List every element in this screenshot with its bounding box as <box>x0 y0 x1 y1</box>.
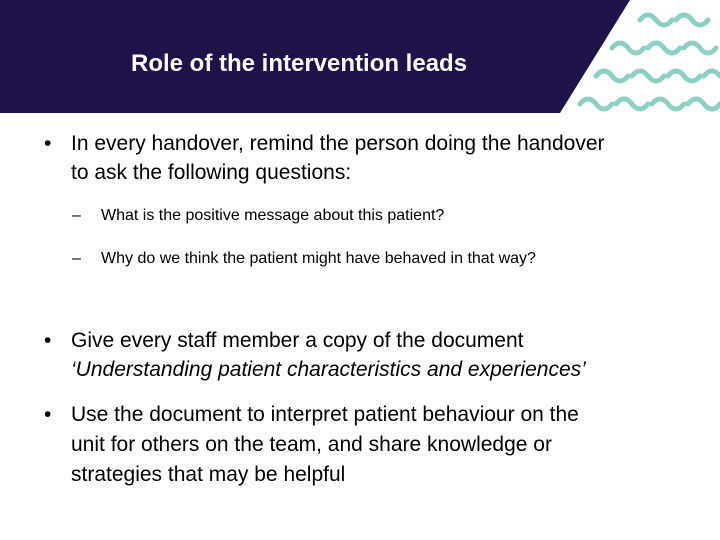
bullet-marker: • <box>44 132 52 155</box>
bullet-text-line: to ask the following questions: <box>71 161 352 184</box>
bullet-marker: • <box>44 403 52 426</box>
bullet-marker: • <box>44 329 52 352</box>
page-title: Role of the intervention leads <box>131 50 468 77</box>
sub-bullet-marker: – <box>72 250 81 267</box>
sub-bullet-text: Why do we think the patient might have behaved in that way? <box>101 250 536 267</box>
document-title-text: ‘Understanding patient characteristics and experiences’ <box>71 358 586 381</box>
bullet-text-line: unit for others on the team, and share knowledge or <box>71 433 552 456</box>
bullet-text-line: strategies that may be helpful <box>71 463 346 486</box>
bullet-text-line: Give every staff member a copy of the document <box>71 329 524 352</box>
bullet-text-line: Use the document to interpret patient behaviour on the <box>71 403 579 426</box>
sub-bullet-text: What is the positive message about this patient? <box>101 207 445 224</box>
bullet-text-line: In every handover, remind the person doing the handover <box>71 132 605 155</box>
sub-bullet-marker: – <box>72 207 81 224</box>
